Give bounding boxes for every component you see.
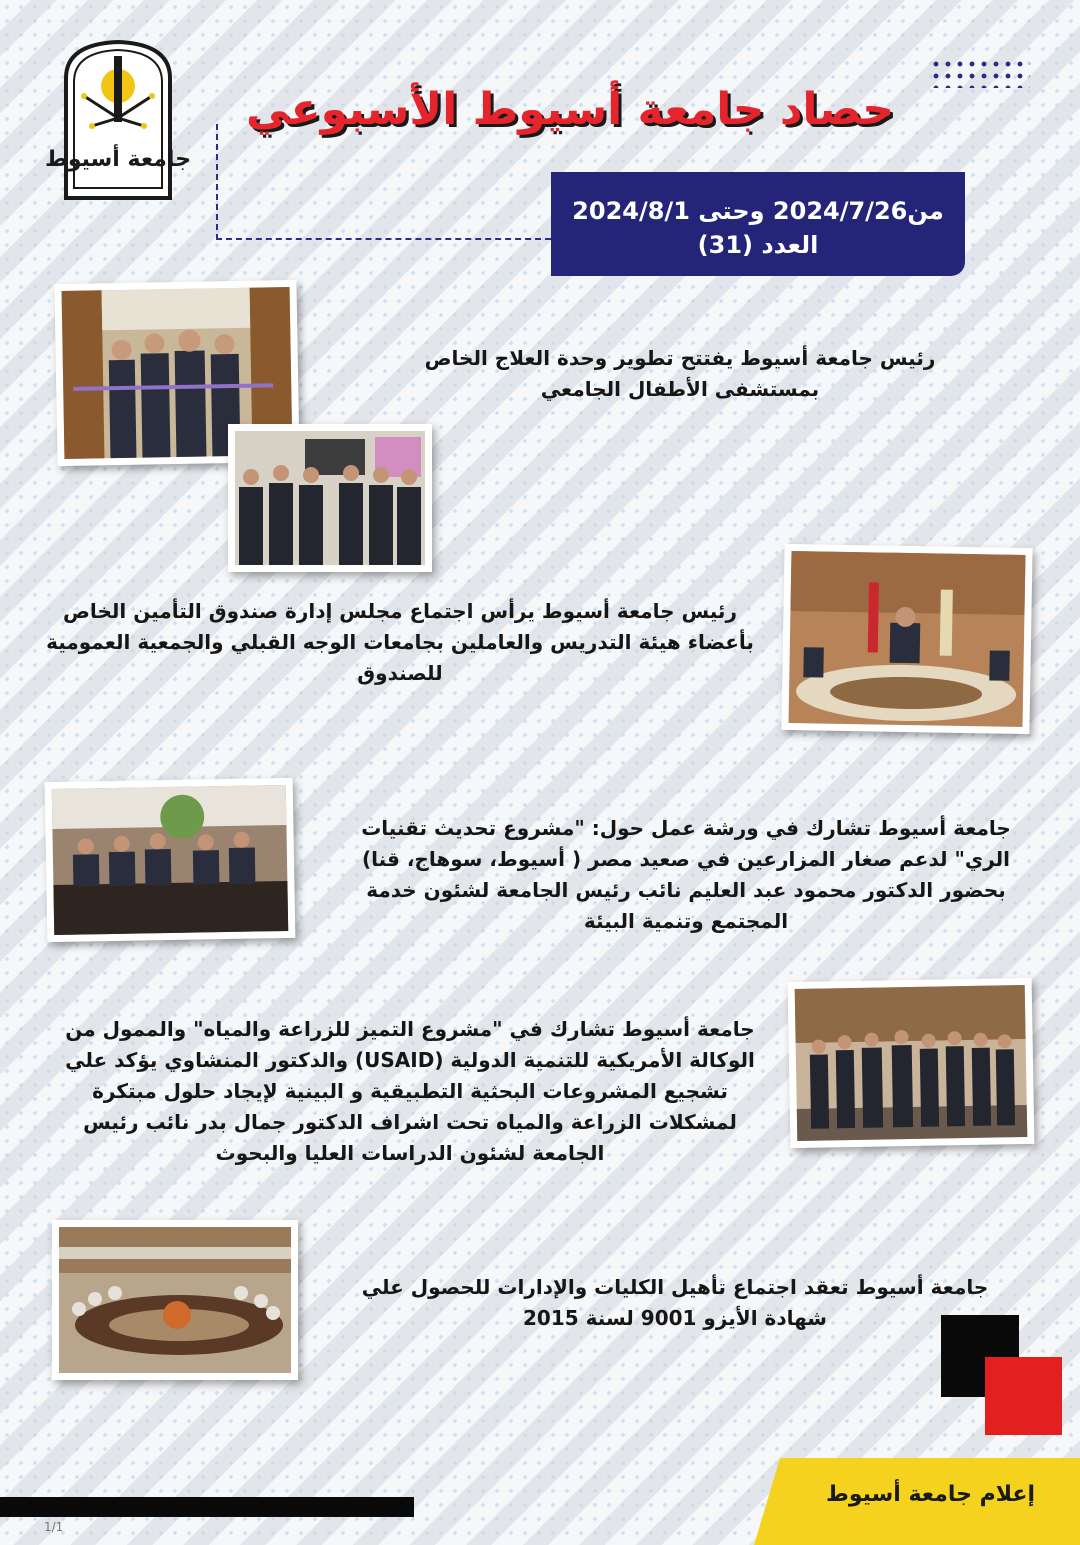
footer-label: إعلام جامعة أسيوط	[825, 1482, 1035, 1507]
news-item: رئيس جامعة أسيوط يرأس اجتماع مجلس إدارة صندوق التأمين الخاص بأعضاء هيئة التدريس والعاملين بجامعات الوجه القبلي والجمعية العمومية للصندوق	[46, 599, 754, 685]
university-logo	[45, 38, 191, 200]
news-photo	[788, 978, 1035, 1148]
dashed-connector	[216, 124, 220, 240]
decorative-dots	[930, 58, 1030, 88]
news-item: رئيس جامعة أسيوط يفتتح تطوير وحدة العلاج الخاص بمستشفى الأطفال الجامعي	[424, 346, 936, 401]
news-photo	[781, 544, 1032, 734]
news-photo	[45, 778, 296, 942]
page-number: 1/1	[44, 1520, 64, 1534]
news-photo	[52, 1220, 298, 1380]
news-item: جامعة أسيوط تشارك في ورشة عمل حول: "مشروع تحديث تقنيات الري" لدعم صغار المزارعين في صعيد مصر ( أسيوط، سوهاج، قنا) بحضور الدكتور محمود عبد العليم نائب رئيس الجامعة لشئون خدمة المجتمع وتنمية البيئة	[361, 816, 1011, 933]
news-item: جامعة أسيوط تعقد اجتماع تأهيل الكليات والإدارات للحصول علي شهادة الأيزو 9001 لسنة 2015	[361, 1275, 989, 1330]
news-item: جامعة أسيوط تشارك في "مشروع التميز للزراعة والمياه" والممول من الوكالة الأمريكية للتنمية الدولية (USAID) والدكتور المنشاوي يؤكد علي تشجيع المشروعات البحثية التطبيقية و البينية لإيجاد حلول مبتكرة لمشكلات الزراعة والمياه تحت اشراف الدكتور جمال بدر نائب رئيس الجامعة لشئون الدراسات العليا والبحوث	[65, 1017, 755, 1165]
page-title: حصاد جامعة أسيوط الأسبوعي	[246, 84, 894, 135]
footer-black-bar	[0, 1497, 414, 1517]
date-range-box	[551, 172, 965, 276]
news-photo	[228, 424, 432, 572]
date-range: من2024/7/26 وحتى 2024/8/1	[572, 197, 944, 225]
dashed-connector	[216, 238, 551, 240]
logo-text: جامعة أسيوط	[45, 147, 191, 172]
decorative-red-square	[985, 1357, 1062, 1435]
issue-number: العدد (31)	[697, 231, 819, 259]
